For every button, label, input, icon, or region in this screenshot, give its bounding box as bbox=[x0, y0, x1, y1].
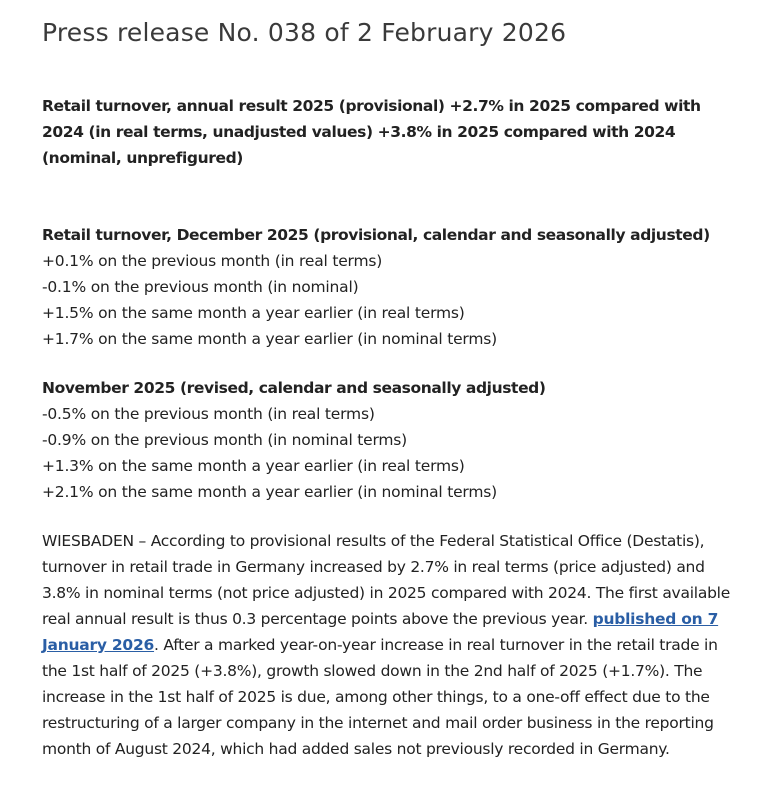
november-line: +2.1% on the same month a year earlier (in nominal terms) bbox=[42, 483, 497, 501]
november-heading: November 2025 (revised, calendar and seasonally adjusted) bbox=[42, 379, 546, 397]
november-section bbox=[42, 375, 741, 505]
november-line: -0.9% on the previous month (in nominal terms) bbox=[42, 431, 408, 449]
published-link[interactable]: published on 7 January 2026 bbox=[42, 610, 719, 654]
november-line: +1.3% on the same month a year earlier (in real terms) bbox=[42, 457, 465, 475]
november-line: -0.5% on the previous month (in real terms) bbox=[42, 405, 375, 423]
december-line: +1.5% on the same month a year earlier (in real terms) bbox=[42, 304, 465, 322]
december-section bbox=[42, 222, 741, 352]
lead-summary: Retail turnover, annual result 2025 (provisional) +2.7% in 2025 compared with 2024 (in real terms, unadjusted values) +3.8% in 2025 compared with 2024 (nominal, unprefigured) bbox=[42, 97, 701, 167]
body-text-before-link: WIESBADEN – According to provisional results of the Federal Statistical Office (Destatis), turnover in retail trade in Germany increased by 2.7% in real terms (price adjusted) and 3.8% in nominal terms (not price adjusted) in 2025 compared with 2024. The first available real annual result is thus 0.3 percentage points above the previous year. bbox=[42, 532, 731, 628]
body-text-after-link: . After a marked year-on-year increase in real turnover in the retail trade in the 1st half of 2025 (+3.8%), growth slowed down in the 2nd half of 2025 (+1.7%). The increase in the 1st half of 2025 is due, among other things, to a one-off effect due to the restructuring of a larger company in the internet and mail order business in the reporting month of August 2024, which had added sales not previously recorded in Germany. bbox=[42, 636, 718, 758]
page-title: Press release No. 038 of 2 February 2026 bbox=[42, 18, 567, 47]
december-line: +0.1% on the previous month (in real terms) bbox=[42, 252, 383, 270]
december-line: +1.7% on the same month a year earlier (in nominal terms) bbox=[42, 330, 497, 348]
december-heading: Retail turnover, December 2025 (provisional, calendar and seasonally adjusted) bbox=[42, 226, 710, 244]
body-paragraph bbox=[42, 528, 741, 762]
december-line: -0.1% on the previous month (in nominal) bbox=[42, 278, 359, 296]
